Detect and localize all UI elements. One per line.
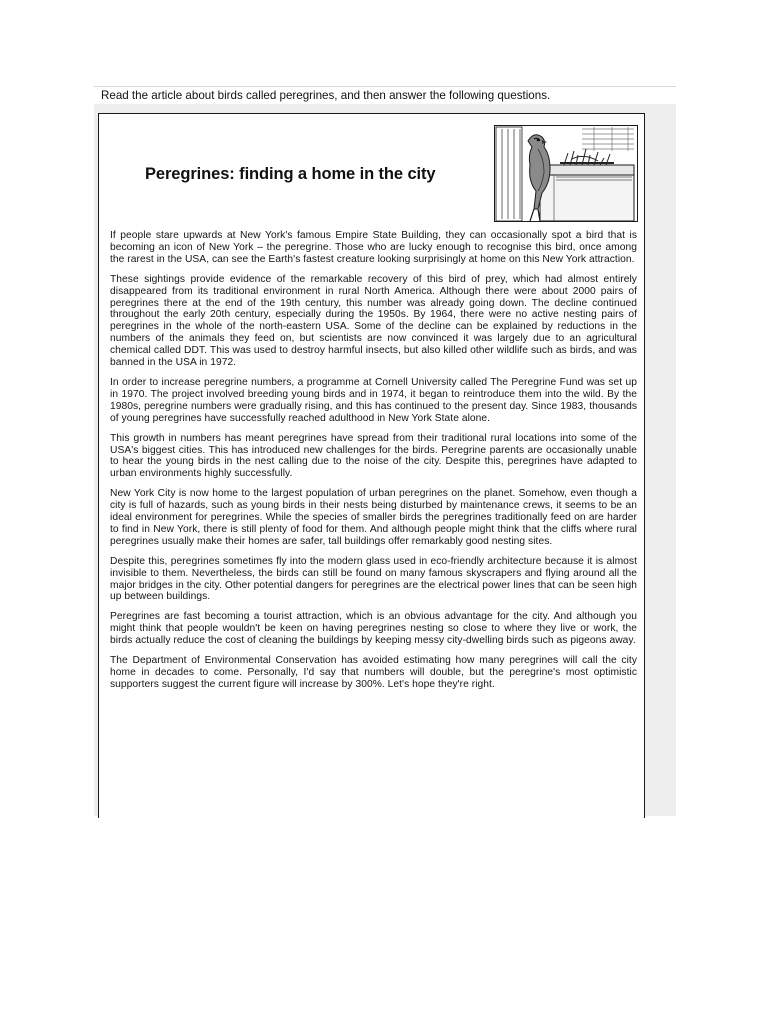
article-paragraph: These sightings provide evidence of the remarkable recovery of this bird of prey, which had almost entirely disappeared from its traditional environment in rural North America. Although there were about 2000 pairs of peregrines there at the end of the 19th century, this number was already going down. The decline continued throughout the early 20th century, especially during the 1950s. By 1964, there were no active nesting pairs of peregrines in the whole of the north-eastern USA. Some of the decline can be explained by reductions in the numbers of the animals they feed on, but scientists are now convinced it was largely due to an agricultural chemical called DDT. This was used to destroy harmful insects, but also killed other wildlife such as birds, and was banned in the USA in 1972. (110, 273, 637, 369)
article-title: Peregrines: finding a home in the city (145, 165, 436, 183)
article-paragraph: In order to increase peregrine numbers, a programme at Cornell University called The Peregrine Fund was set up in 1970. The project involved breeding young birds and in 1974, it began to reintroduce them into the wild. By the 1980s, peregrine numbers were gradually rising, and this has continued to the present day. Since 1983, thousands of young peregrines have successfully reached adulthood in New York State alone. (110, 376, 637, 424)
instruction-text: Read the article about birds called peregrines, and then answer the following questions. (101, 89, 551, 102)
article-body (110, 230, 637, 699)
article-paragraph: This growth in numbers has meant peregrines have spread from their traditional rural locations into some of the USA's biggest cities. This has introduced new challenges for the birds. Peregrine parents are occasionally unable to hear the young birds in the nest calling due to the noise of the city. Despite this, peregrines have adapted to urban environments highly successfully. (110, 432, 637, 480)
peregrine-on-building-illustration (494, 125, 638, 222)
article-paragraph: Peregrines are fast becoming a tourist attraction, which is an obvious advantage for the city. And although you might think that people wouldn't be keen on having peregrines nesting so close to where they live or work, the birds actually reduce the cost of cleaning the buildings by keeping messy city-dwelling birds such as pigeons away. (110, 611, 637, 647)
article-paragraph: If people stare upwards at New York's famous Empire State Building, they can occasionally spot a bird that is becoming an icon of New York – the peregrine. Those who are lucky enough to recognise this bird, once among the rarest in the USA, can see the Earth's fastest creature looking surprisingly at home on this New York attraction. (110, 230, 637, 265)
top-divider (94, 86, 676, 87)
article-paragraph: The Department of Environmental Conservation has avoided estimating how many peregrines will call the city home in decades to come. Personally, I'd say that numbers will double, but the peregrine's most optimistic supporters suggest the current figure will increase by 300%. Let's hope they're right. (110, 655, 637, 690)
article-paragraph: New York City is now home to the largest population of urban peregrines on the planet. Somehow, even though a city is full of hazards, such as young birds in their nests being disturbed by maintenance crews, it seems to be an ideal environment for peregrines. While the species of smaller birds the peregrines traditionally feed on are harder to find in New York, there is still plenty of food for them. And although people might think that the cliffs where rural peregrines usually make their homes are safer, tall buildings offer remarkably good nesting sites. (110, 488, 637, 547)
article-box (98, 113, 645, 818)
article-paragraph: Despite this, peregrines sometimes fly into the modern glass used in eco-friendly architecture because it is almost invisible to them. Nevertheless, the birds can still be found on many famous skyscrapers and flying around all the major bridges in the city. Other potential dangers for peregrines are the electrical power lines that can be seen high up between buildings. (110, 555, 637, 603)
